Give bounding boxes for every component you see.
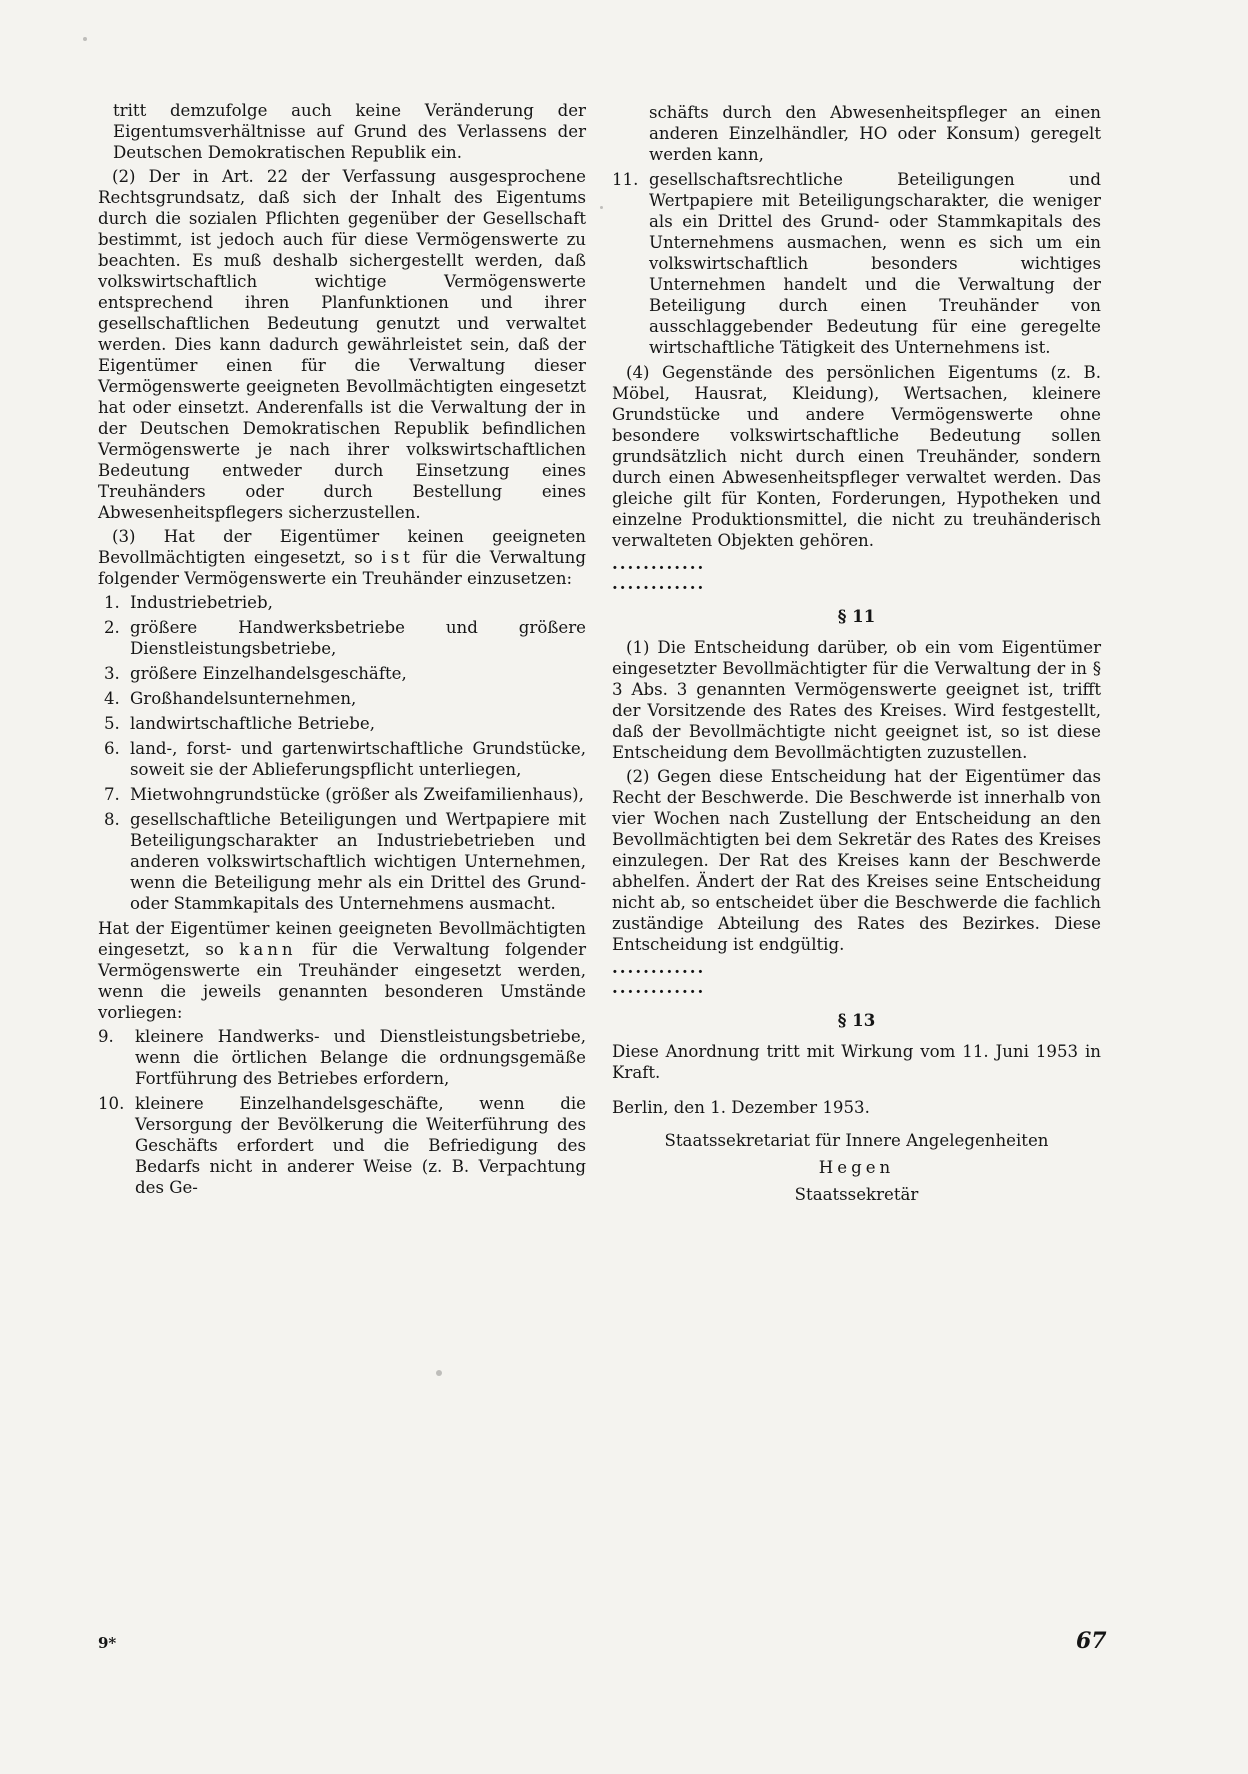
- list-item-number: 2.: [104, 618, 120, 637]
- list-item-number: 9.: [98, 1027, 114, 1046]
- omission-dots: ............: [612, 957, 706, 977]
- list-item-text: Mietwohngrundstücke (größer als Zweifamilienhaus),: [130, 785, 584, 804]
- list-item-text: größere Einzelhandelsgeschäfte,: [130, 664, 407, 683]
- list-item-text: schäfts durch den Abwesenheitspfleger an einen anderen Einzelhändler, HO oder Konsum) geregelt werden kann,: [649, 103, 1101, 164]
- list-item-text: kleinere Handwerks- und Dienstleistungsbetriebe, wenn die örtlichen Belange die ordnungsgemäße Fortführung des Betriebes erfordern,: [135, 1027, 586, 1088]
- list-item-number: 8.: [104, 810, 120, 829]
- paragraph-3-text-end: für die Verwaltung folgender Vermögenswerte ein Treuhänder einzusetzen:: [98, 548, 586, 588]
- list-item-text: Großhandelsunternehmen,: [130, 689, 357, 708]
- list-item-number: 4.: [104, 689, 120, 708]
- paragraph-4: (4) Gegenstände des persönlichen Eigentums (z. B. Möbel, Hausrat, Kleidung), Wertsachen, kleinere Grundstücke und andere Vermögenswerte ohne besondere volkswirtschaftliche Bedeutung sollen grundsätzlich nicht durch einen Treuhänder, sondern durch einen Abwesenheitspfleger verwaltet werden. Das gleiche gilt für Konten, Forderungen, Hypotheken und einzelne Produktionsmittel, die nicht zu treuhänderisch verwalteten Objekten gehören.: [612, 363, 1101, 550]
- list-item-text: gesellschaftsrechtliche Beteiligungen und Wertpapiere mit Beteiligungscharakter, die weniger als ein Drittel des Grund- oder Stammkapitals des Unternehmens ausmachen, wenn es sich um ein volkswirtschaftlich besonders wichtiges Unternehmen handelt und die Verwaltung der Beteiligung durch einen Treuhänder von ausschlaggebender Bedeutung für eine geregelte wirtschaftliche Tätigkeit des Unternehmens ist.: [649, 170, 1101, 357]
- section-11-heading: § 11: [837, 606, 876, 626]
- list-item: [98, 784, 586, 805]
- list-item-text: landwirtschaftliche Betriebe,: [130, 714, 375, 733]
- section-11-paragraph-1: (1) Die Entscheidung darüber, ob ein vom Eigentümer eingesetzter Bevollmächtigter für die Verwaltung der in § 3 Abs. 3 genannten Vermögenswerte geeignet ist, trifft der Vorsitzende des Rates des Kreises. Wird festgestellt, daß der Bevollmächtigte nicht geeignet ist, so ist diese Entscheidung dem Bevollmächtigten zuzustellen.: [612, 638, 1101, 762]
- optional-trustee-list-continued: [612, 102, 1101, 358]
- list-item-text: kleinere Einzelhandelsgeschäfte, wenn die Versorgung der Bevölkerung die Weiterführung des Geschäfts erfordert und die Befriedigung des Bedarfs nicht in anderer Weise (z. B. Verpachtung des Ge-: [135, 1094, 586, 1197]
- list-item-text: größere Handwerksbetriebe und größere Dienstleistungsbetriebe,: [130, 618, 586, 658]
- list-item: [98, 713, 586, 734]
- list-item: [98, 1026, 586, 1089]
- omission-dots: ............: [612, 573, 706, 593]
- omission-dots: ............: [612, 977, 706, 997]
- date-line: Berlin, den 1. Dezember 1953.: [612, 1098, 870, 1117]
- optional-trustee-list: [98, 1026, 586, 1198]
- paragraph-3b-text-end: für die Verwaltung folgender Vermögenswerte ein Treuhänder eingesetzt werden, wenn die jeweils genannten besonderen Umstände vorliegen:: [98, 940, 587, 1022]
- paragraph-3b-text-start: Hat der Eigentümer keinen geeigneten Bevollmächtigten eingesetzt, so: [98, 919, 586, 959]
- speck-mark: [83, 37, 87, 41]
- issuing-authority: Staatssekretariat für Innere Angelegenheiten: [664, 1131, 1049, 1150]
- right-column: [612, 100, 1101, 1209]
- intro-paragraph: tritt demzufolge auch keine Veränderung der Eigentumsverhältnisse auf Grund des Verlassens der Deutschen Demokratischen Republik ein.: [113, 101, 586, 162]
- list-item: [98, 1093, 586, 1198]
- paragraph-3b: [98, 918, 586, 1023]
- list-item-text: gesellschaftliche Beteiligungen und Wertpapiere mit Beteiligungscharakter an Industriebetrieben und anderen volkswirtschaftlich wichtigen Unternehmen, wenn die Beteiligung mehr als ein Drittel des Grund- oder Stammkapitals des Unternehmens ausmacht.: [130, 810, 586, 913]
- paragraph-2: (2) Der in Art. 22 der Verfassung ausgesprochene Rechtsgrundsatz, daß sich der Inhalt des Eigentums durch die sozialen Pflichten gegenüber der Gesellschaft bestimmt, ist jedoch auch für diese Vermögenswerte zu beachten. Es muß deshalb sichergestellt werden, daß volkswirtschaftlich wichtige Vermögenswerte entsprechend ihren Planfunktionen und ihrer gesellschaftlichen Bedeutung genutzt und verwaltet werden. Dies kann dadurch gewährleistet sein, daß der Eigentümer einen für die Verwaltung dieser Vermögenswerte geeigneten Bevollmächtigten eingesetzt hat oder einsetzt. Anderenfalls ist die Verwaltung der in der Deutschen Demokratischen Republik befindlichen Vermögenswerte je nach ihrer volkswirtschaftlichen Bedeutung entweder durch Einsetzung eines Treuhänders oder durch Bestellung eines Abwesenheitspflegers sicherzustellen.: [98, 167, 586, 522]
- list-item-text: land-, forst- und gartenwirtschaftliche Grundstücke, soweit sie der Ablieferungspflicht unterliegen,: [130, 739, 586, 779]
- list-item-number: 10.: [98, 1094, 125, 1113]
- speck-mark: [436, 1370, 442, 1376]
- mandatory-trustee-list: [98, 592, 586, 914]
- list-item: [98, 688, 586, 709]
- signature-mark: 9*: [98, 1634, 117, 1652]
- list-item: [98, 592, 586, 613]
- page-number: 67: [1076, 1628, 1107, 1654]
- list-item-number: 3.: [104, 664, 120, 683]
- list-item-continuation: [612, 102, 1101, 165]
- list-item: [612, 169, 1101, 358]
- section-11-paragraph-2: (2) Gegen diese Entscheidung hat der Eigentümer das Recht der Beschwerde. Die Beschwerde ist innerhalb von vier Wochen nach Zustellung der Entscheidung an den Bevollmächtigten bei dem Sekretär des Rates des Kreises einzulegen. Der Rat des Kreises kann der Beschwerde abhelfen. Ändert der Rat des Kreises seine Entscheidung nicht ab, so entscheidet über die Beschwerde die fachlich zuständige Abteilung des Rates des Bezirkes. Diese Entscheidung ist endgültig.: [612, 767, 1101, 954]
- paragraph-3-text-start: (3) Hat der Eigentümer keinen geeigneten Bevollmächtigten eingesetzt, so: [98, 527, 586, 567]
- section-13-heading: § 13: [837, 1010, 876, 1030]
- paragraph-3b-emphasis: kann: [239, 940, 297, 959]
- signatory-title: Staatssekretär: [794, 1185, 919, 1204]
- omission-dots: ............: [612, 553, 706, 573]
- list-item: [98, 809, 586, 914]
- list-item-text: Industriebetrieb,: [130, 593, 273, 612]
- list-item-number: 6.: [104, 739, 120, 758]
- list-item-number: 5.: [104, 714, 120, 733]
- list-item: [98, 663, 586, 684]
- section-13-text: Diese Anordnung tritt mit Wirkung vom 11. Juni 1953 in Kraft.: [612, 1042, 1101, 1082]
- left-column: [98, 100, 586, 1202]
- list-item-number: 7.: [104, 785, 120, 804]
- list-item: [98, 617, 586, 659]
- speck-mark: [600, 206, 603, 209]
- list-item: [98, 738, 586, 780]
- paragraph-3: [98, 526, 586, 589]
- paragraph-3-emphasis: ist: [381, 548, 414, 567]
- signatory-name: Hegen: [818, 1158, 895, 1177]
- list-item-number: 11.: [612, 170, 639, 189]
- list-item-number: 1.: [104, 593, 120, 612]
